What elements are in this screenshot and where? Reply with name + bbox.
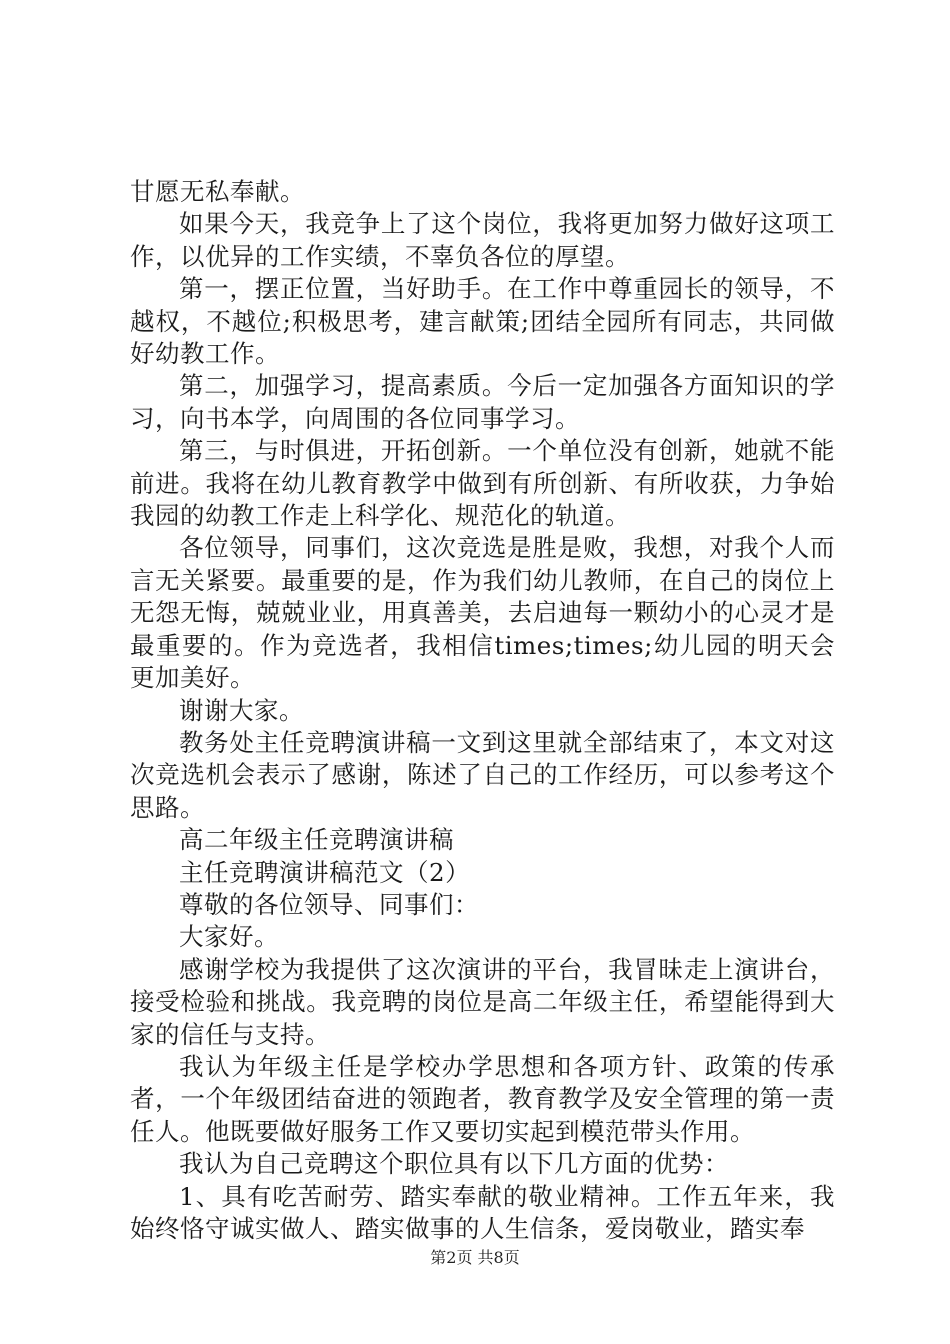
paragraph: 1、具有吃苦耐劳、踏实奉献的敬业精神。工作五年来，我始终恪守诚实做人、踏实做事的人生信条，爱岗敬业，踏实奉 xyxy=(130,1181,835,1243)
paragraph: 教务处主任竞聘演讲稿一文到这里就全部结束了，本文对这次竞选机会表示了感谢，陈述了自己的工作经历，可以参考这个思路。 xyxy=(130,727,835,822)
page-number: 第2页 共8页 xyxy=(430,1248,520,1267)
greeting: 大家好。 xyxy=(179,922,279,952)
section-heading: 高二年级主任竞聘演讲稿 xyxy=(179,825,454,855)
paragraph: 甘愿无私奉献。 xyxy=(130,177,305,206)
paragraph: 第二，加强学习，提高素质。今后一定加强各方面知识的学习，向书本学，向周围的各位同事学习。 xyxy=(130,371,835,433)
paragraph: 如果今天，我竞争上了这个岗位，我将更加努力做好这项工作，以优异的工作实绩，不辜负各位的厚望。 xyxy=(130,209,835,271)
paragraph: 我认为自己竞聘这个职位具有以下几方面的优势： xyxy=(179,1149,729,1179)
salutation: 尊敬的各位领导、同事们： xyxy=(179,889,479,919)
section-subheading: 主任竞聘演讲稿范文（2） xyxy=(179,857,471,887)
paragraph: 我认为年级主任是学校办学思想和各项方针、政策的传承者，一个年级团结奋进的领跑者，教育教学及安全管理的第一责任人。他既要做好服务工作又要切实起到模范带头作用。 xyxy=(130,1051,835,1146)
paragraph: 第一，摆正位置，当好助手。在工作中尊重园长的领导，不越权，不越位;积极思考，建言献策;团结全园所有同志，共同做好幼教工作。 xyxy=(130,274,835,369)
document-body xyxy=(130,176,835,1245)
paragraph: 感谢学校为我提供了这次演讲的平台，我冒昧走上演讲台，接受检验和挑战。我竞聘的岗位是高二年级主任，希望能得到大家的信任与支持。 xyxy=(130,954,835,1049)
paragraph: 各位领导，同事们，这次竞选是胜是败，我想，对我个人而言无关紧要。最重要的是，作为我们幼儿教师，在自己的岗位上无怨无悔，兢兢业业，用真善美，去启迪每一颗幼小的心灵才是最重要的。作为竞选者，我相信times;times;幼儿园的明天会更加美好。 xyxy=(130,533,835,693)
paragraph: 第三，与时俱进，开拓创新。一个单位没有创新，她就不能前进。我将在幼儿教育教学中做到有所创新、有所收获，力争始我园的幼教工作走上科学化、规范化的轨道。 xyxy=(130,436,835,531)
paragraph: 谢谢大家。 xyxy=(179,695,304,725)
